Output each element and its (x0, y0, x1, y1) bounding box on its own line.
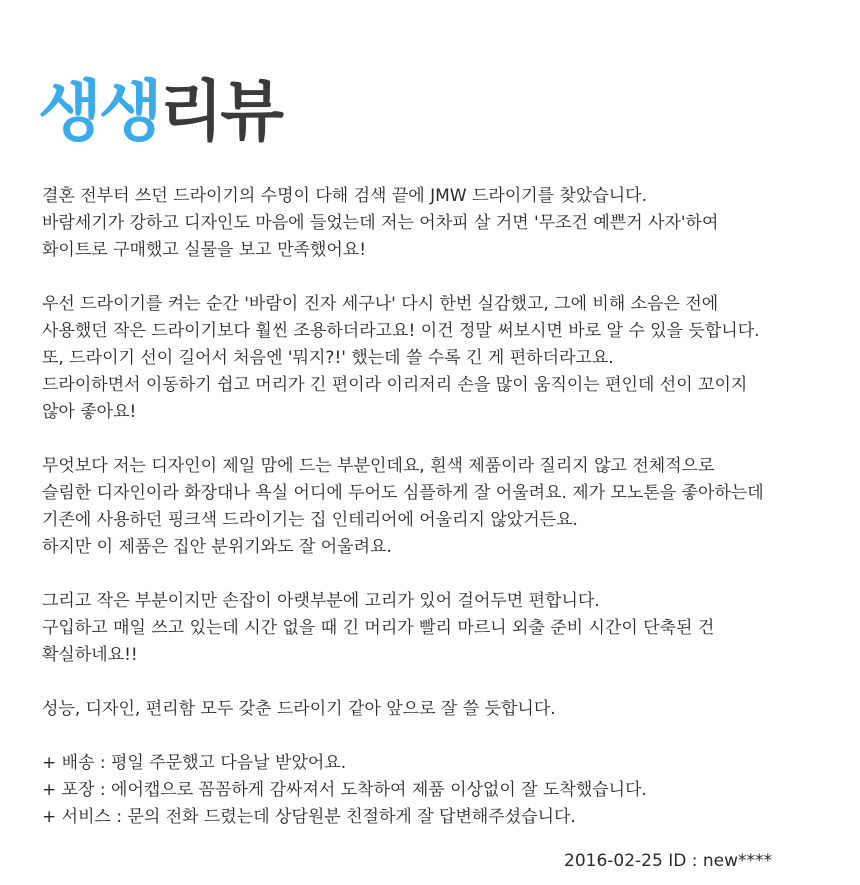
user-id: new**** (702, 851, 772, 871)
paragraph-performance (42, 291, 842, 426)
text-line: 슬림한 디자인이라 화장대나 욕실 어디에 두어도 심플하게 잘 어울려요. 제가 모노톤을 좋아하는데 (42, 483, 764, 503)
review-footer (564, 848, 772, 875)
text-line: 않아 좋아요! (42, 402, 137, 422)
text-line: 바람세기가 강하고 디자인도 마음에 들었는데 저는 어차피 살 거면 '무조건 예쁜거 사자'하여 (42, 213, 719, 233)
paragraph-service-notes (42, 750, 842, 831)
text-line: 하지만 이 제품은 집안 분위기와도 잘 어울려요. (42, 537, 392, 557)
review-date: 2016-02-25 (564, 851, 663, 871)
text-line: 우선 드라이기를 켜는 순간 '바람이 진자 세구나' 다시 한번 실감했고, 그에 비해 소음은 전에 (42, 294, 719, 314)
paragraph-summary (42, 696, 842, 723)
title-rest-text: 리뷰 (159, 73, 282, 150)
text-line: 기존에 사용하던 핑크색 드라이기는 집 인테리어에 어울리지 않았거든요. (42, 510, 578, 530)
text-line: + 배송 : 평일 주문했고 다음날 받았어요. (42, 753, 347, 773)
review-body (42, 183, 842, 831)
text-line: 사용했던 작은 드라이기보다 훨씬 조용하더라고요! 이건 정말 써보시면 바로 알 수 있을 듯합니다. (42, 321, 760, 341)
text-line: + 포장 : 에어캡으로 꼼꼼하게 감싸져서 도착하여 제품 이상없이 잘 도착했습니다. (42, 780, 647, 800)
paragraph-design (42, 453, 842, 561)
text-line: 화이트로 구매했고 실물을 보고 만족했어요! (42, 240, 367, 260)
page-title (38, 62, 281, 162)
text-line: 드라이하면서 이동하기 쉽고 머리가 긴 편이라 이리저리 손을 많이 움직이는 편인데 선이 꼬이지 (42, 375, 748, 395)
text-line: 또, 드라이기 선이 길어서 처음엔 '뭐지?!' 했는데 쓸 수록 긴 게 편하더라고요. (42, 348, 614, 368)
id-label: ID : (668, 851, 698, 871)
text-line: 성능, 디자인, 편리함 모두 갖춘 드라이기 같아 앞으로 잘 쓸 듯합니다. (42, 699, 556, 719)
title-accent-text: 생생 (38, 73, 160, 150)
text-line: 결혼 전부터 쓰던 드라이기의 수명이 다해 검색 끝에 JMW 드라이기를 찾았습니다. (42, 186, 648, 206)
text-line: 구입하고 매일 쓰고 있는데 시간 없을 때 긴 머리가 빨리 마르니 외출 준비 시간이 단축된 건 (42, 618, 715, 638)
text-line: 확실하네요!! (42, 645, 138, 665)
text-line: 무엇보다 저는 디자인이 제일 맘에 드는 부분인데요, 흰색 제품이라 질리지 않고 전체적으로 (42, 456, 715, 476)
paragraph-intro (42, 183, 842, 264)
text-line: + 서비스 : 문의 전화 드렸는데 상담원분 친절하게 잘 답변해주셨습니다. (42, 807, 576, 827)
paragraph-convenience (42, 588, 842, 669)
text-line: 그리고 작은 부분이지만 손잡이 아랫부분에 고리가 있어 걸어두면 편합니다. (42, 591, 600, 611)
